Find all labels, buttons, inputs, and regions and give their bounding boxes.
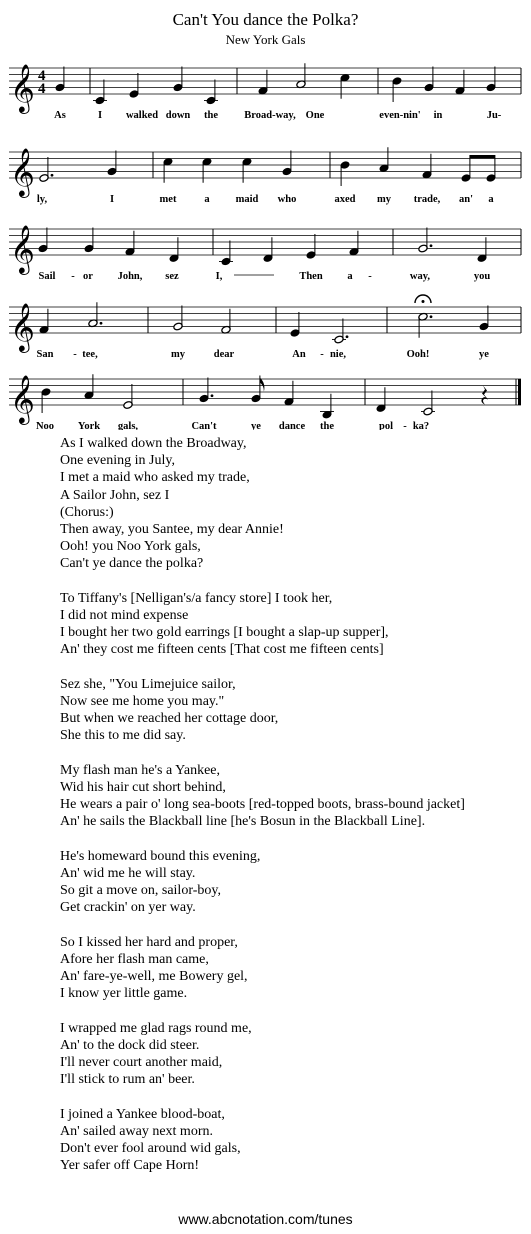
treble-clef: 𝄞	[10, 374, 35, 423]
staff-lyric: Broad-way,	[244, 110, 296, 121]
lyrics-line: Wid his hair cut short behind,	[60, 780, 226, 796]
lyrics-stanza	[60, 1020, 465, 1089]
lyrics-stanza	[60, 848, 465, 917]
staff-lyric: ye	[251, 421, 261, 430]
lyrics-line: He's homeward bound this evening,	[60, 848, 261, 864]
staff-lyric: -	[403, 421, 407, 430]
fermata-dot	[422, 300, 425, 303]
lyrics-line: Don't ever fool around wid gals,	[60, 1141, 241, 1157]
lyrics-line: An' sailed away next morn.	[60, 1124, 213, 1140]
staff-lyric: sez	[165, 271, 179, 282]
staff-lyric: a	[204, 194, 210, 205]
staff-lyric: I	[109, 194, 115, 205]
dot	[430, 244, 433, 247]
staff-lyric: walked	[125, 110, 159, 121]
staff-lyric: York	[77, 421, 101, 430]
staff-lyric: even-nin'	[379, 110, 421, 121]
lyrics-line: I met a maid who asked my trade,	[60, 470, 250, 486]
staff-lyric: As	[54, 110, 66, 121]
lyrics-line: Get crackin' on yer way.	[60, 900, 196, 916]
staff-lyric: San	[36, 349, 54, 360]
treble-clef: 𝄞	[10, 63, 35, 112]
staff-lyric: gals,	[117, 421, 139, 430]
lyrics-line: Now see me home you may."	[60, 694, 225, 710]
staff-lyric: pol	[378, 421, 394, 430]
staff-lyric: tee,	[82, 349, 98, 360]
lyrics-line: So git a move on, sailor-boy,	[60, 883, 221, 899]
staff-lyric: -	[71, 271, 75, 282]
beam	[470, 155, 495, 158]
lyrics-line: An' fare-ye-well, me Bowery gel,	[60, 969, 248, 985]
treble-clef: 𝄞	[10, 302, 35, 351]
staff-lyric: my	[171, 349, 185, 360]
tune-subtitle: New York Gals	[225, 32, 306, 47]
staff-lyric: axed	[334, 194, 356, 205]
lyrics-stanza	[60, 676, 465, 745]
staff-lyric: met	[159, 194, 177, 205]
staff-lyric: an'	[458, 194, 474, 205]
staff-lyric: ye	[479, 349, 489, 360]
lyrics-line: I wrapped me glad rags round me,	[60, 1020, 252, 1036]
dot	[51, 174, 54, 177]
lyrics-line: An' to the dock did steer.	[60, 1038, 200, 1054]
staff-lyric: Ooh!	[406, 349, 430, 360]
lyrics-stanza	[60, 762, 465, 831]
dot	[430, 315, 433, 318]
staff-lyric: Sail	[38, 271, 56, 282]
lyrics-line: Yer safer off Cape Horn!	[60, 1158, 200, 1174]
lyrics-stanza	[60, 435, 465, 573]
lyrics-line: One evening in July,	[60, 453, 175, 469]
lyrics-line: She this to me did say.	[60, 728, 186, 744]
lyrics-line: I'll stick to rum an' beer.	[60, 1072, 195, 1088]
staff-lyric: who	[277, 194, 297, 205]
treble-clef: 𝄞	[10, 224, 35, 273]
staff-lyric: -	[73, 349, 77, 360]
lyrics-line: An' they cost me fifteen cents [That cost me fifteen cents]	[60, 642, 384, 658]
staff-lyric: my	[377, 194, 391, 205]
staff-lyric: a	[488, 194, 494, 205]
lyrics-block	[60, 435, 465, 1175]
staff-lyric: the	[204, 110, 218, 121]
staff-lyric: Can't	[191, 421, 217, 430]
staff-lyric: down	[165, 110, 191, 121]
lyrics-line: I know yer little game.	[60, 986, 188, 1002]
lyrics-line: Then away, you Santee, my dear Annie!	[60, 522, 284, 538]
lyrics-stanza	[60, 590, 465, 659]
staff-lyric: a	[347, 271, 353, 282]
lyrics-line: As I walked down the Broadway,	[60, 436, 247, 451]
lyrics-line: To Tiffany's [Nelligan's/a fancy store] I took her,	[60, 590, 333, 606]
staff-lyric: John,	[117, 271, 143, 282]
staff-lyric: I	[97, 110, 103, 121]
dot	[211, 394, 214, 397]
sheet-music-score	[0, 0, 531, 430]
lyrics-line: Ooh! you Noo York gals,	[60, 539, 201, 555]
staff-lyric: ly,	[36, 194, 48, 205]
lyrics-line: Afore her flash man came,	[60, 952, 209, 968]
lyrics-line: (Chorus:)	[60, 504, 114, 520]
staff-lyric: I,	[215, 271, 223, 282]
staff-lyric: trade,	[413, 194, 441, 205]
lyrics-line: But when we reached her cottage door,	[60, 711, 279, 727]
lyrics-line: I joined a Yankee blood-boat,	[60, 1106, 225, 1122]
lyrics-stanza	[60, 934, 465, 1003]
tune-title: Can't You dance the Polka?	[172, 10, 359, 29]
lyrics-line: So I kissed her hard and proper,	[60, 934, 238, 950]
staff-lyric: or	[83, 271, 93, 282]
lyrics-line: Can't ye dance the polka?	[60, 556, 204, 572]
lyrics-line: Sez she, "You Limejuice sailor,	[60, 676, 236, 692]
lyrics-line: My flash man he's a Yankee,	[60, 762, 220, 778]
staff-lyric: dear	[213, 349, 235, 360]
staff-lyric: -	[320, 349, 324, 360]
lyrics-line: A Sailor John, sez I	[60, 487, 170, 503]
dot	[100, 322, 103, 325]
staff-lyric: maid	[235, 194, 259, 205]
staff-lyric: in	[433, 110, 443, 121]
lyrics-stanza	[60, 1106, 465, 1175]
dot	[346, 335, 349, 338]
staff-lyric: nie,	[329, 349, 347, 360]
staff-lyric: One	[305, 110, 325, 121]
staff-lyric: Then	[299, 271, 323, 282]
lyrics-line: He wears a pair o' long sea-boots [red-topped boots, brass-bound jacket]	[60, 797, 465, 813]
lyrics-line: An' he sails the Blackball line [he's Bosun in the Blackball Line].	[60, 814, 426, 830]
lyrics-line: An' wid me he will stay.	[60, 866, 196, 882]
treble-clef: 𝄞	[10, 147, 35, 196]
staff-lyric: the	[320, 421, 334, 430]
staff-lyric: -	[368, 271, 372, 282]
staff-lyric: Ju-	[486, 110, 502, 121]
staff-lyric: ka?	[412, 421, 430, 430]
staff-lyric: way,	[409, 271, 431, 282]
eighth-flag	[260, 378, 265, 392]
staff-lyric: you	[473, 271, 491, 282]
time-signature-bottom: 4	[38, 81, 46, 97]
staff-lyric: dance	[278, 421, 306, 430]
footer-link[interactable]: www.abcnotation.com/tunes	[178, 1211, 353, 1227]
footer	[0, 1211, 531, 1227]
time-signature-top: 4	[38, 68, 46, 84]
lyrics-line: I bought her two gold earrings [I bought a slap-up supper],	[60, 625, 389, 641]
lyrics-line: I did not mind expense	[60, 608, 189, 624]
quarter-rest	[481, 386, 488, 405]
staff-lyric: An	[292, 349, 306, 360]
lyrics-line: I'll never court another maid,	[60, 1055, 223, 1071]
staff-lyric: Noo	[35, 421, 55, 430]
